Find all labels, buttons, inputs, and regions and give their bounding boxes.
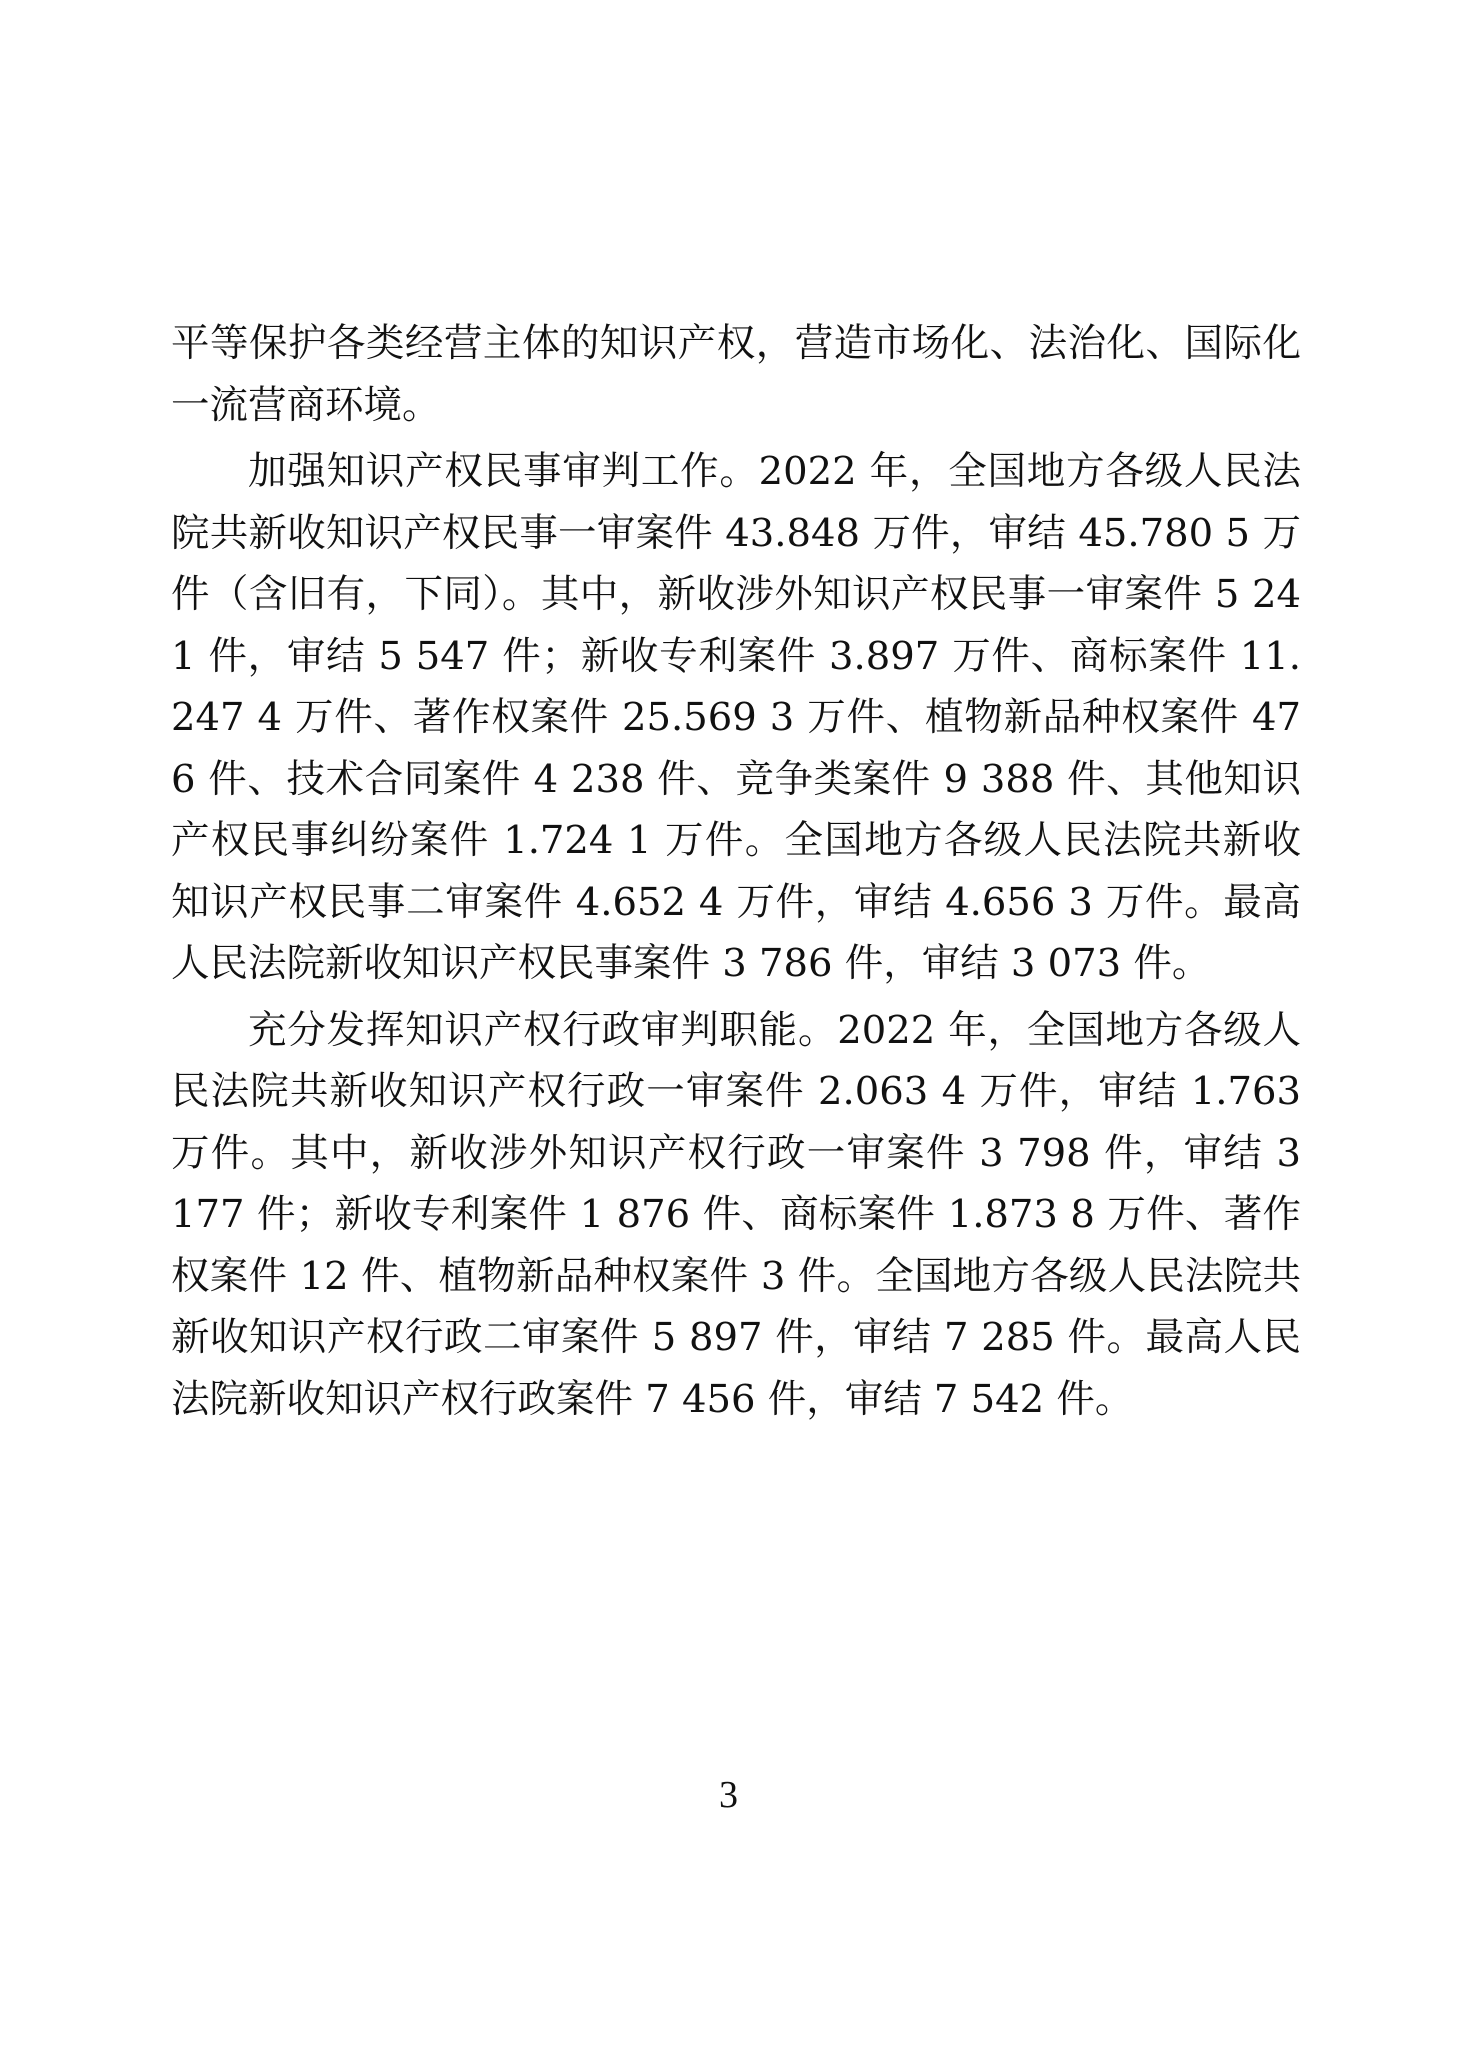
document-body <box>171 313 1301 1430</box>
paragraph-civil-trials: 加强知识产权民事审判工作。2022 年，全国地方各级人民法院共新收知识产权民事一审案件 43.848 万件，审结 45.780 5 万件（含旧有，下同）。其中，新收涉外知识产权民事一审案件 5 241 件，审结 5 547 件；新收专利案件 3.897 万件、商标案件 11.247 4 万件、著作权案件 25.569 3 万件、植物新品种权案件 476 件、技术合同案件 4 238 件、竞争类案件 9 388 件、其他知识产权民事纠纷案件 1.724 1 万件。全国地方各级人民法院共新收知识产权民事二审案件 4.652 4 万件，审结 4.656 3 万件。最高人民法院新收知识产权民事案件 3 786 件，审结 3 073 件。 <box>171 449 1301 986</box>
paragraph-continuation: 平等保护各类经营主体的知识产权，营造市场化、法治化、国际化一流营商环境。 <box>171 321 1301 428</box>
page-number: 3 <box>719 1774 738 1816</box>
paragraph-administrative-trials: 充分发挥知识产权行政审判职能。2022 年，全国地方各级人民法院共新收知识产权行政一审案件 2.063 4 万件，审结 1.763 万件。其中，新收涉外知识产权行政一审案件 3 798 件，审结 3 177 件；新收专利案件 1 876 件、商标案件 1.873 8 万件、著作权案件 12 件、植物新品种权案件 3 件。全国地方各级人民法院共新收知识产权行政二审案件 5 897 件，审结 7 285 件。最高人民法院新收知识产权行政案件 7 456 件，审结 7 542 件。 <box>171 1007 1301 1422</box>
